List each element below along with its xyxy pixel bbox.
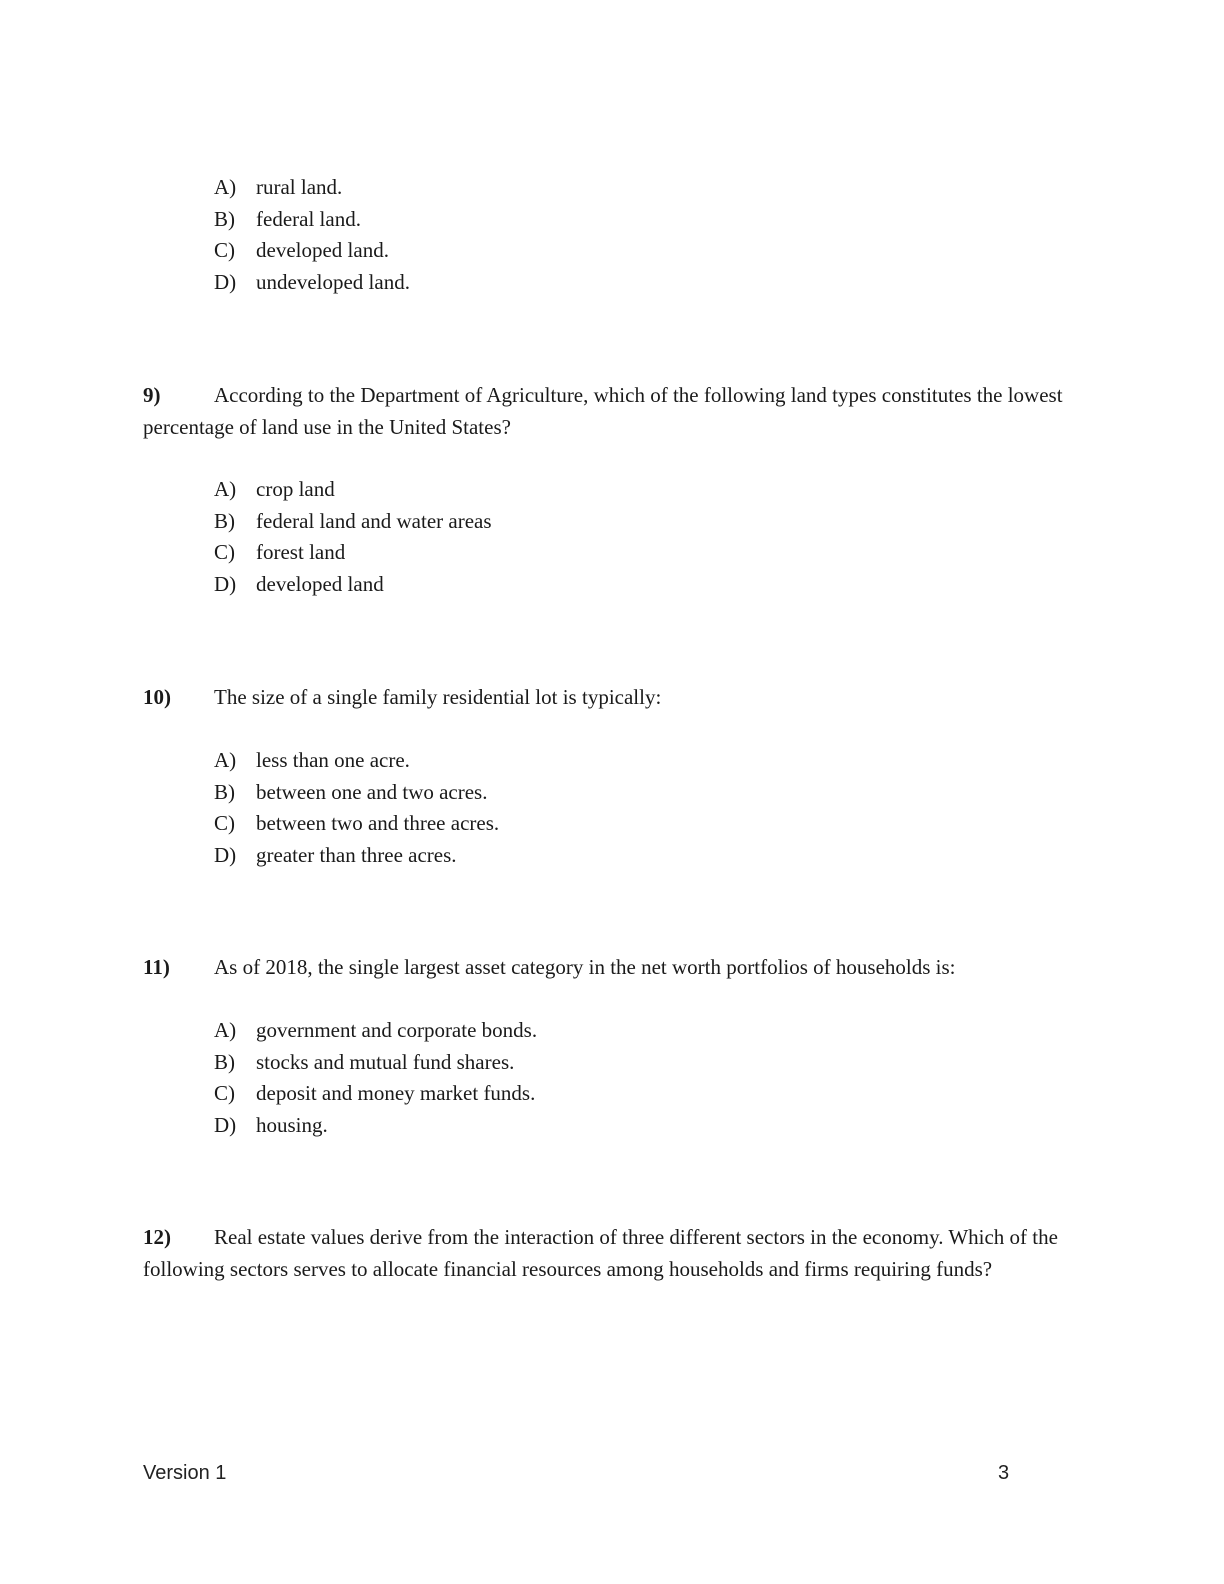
option-a: A) rural land. <box>214 175 343 199</box>
option-d: D) developed land <box>214 571 384 596</box>
option-b: B) federal land and water areas <box>214 508 492 533</box>
option-b: B) federal land. <box>214 206 361 231</box>
question-10-options <box>214 745 499 871</box>
option-a: A) crop land <box>214 477 335 501</box>
question-9-options <box>214 474 492 600</box>
option-c: C) between two and three acres. <box>214 811 500 835</box>
option-d: D) undeveloped land. <box>214 269 410 294</box>
question-text: According to the Department of Agriculture, which of the following land types constitutes the lowest percentage of land use in the United States? <box>143 383 1063 439</box>
question-9 <box>143 380 1083 443</box>
page-number: 3 <box>998 1462 1010 1484</box>
question-text: The size of a single family residential lot is typically: <box>214 685 662 709</box>
question-10 <box>143 682 1083 714</box>
question-8-options <box>214 172 410 298</box>
footer-version: Version 1 <box>143 1462 227 1484</box>
option-a: A) government and corporate bonds. <box>214 1018 538 1042</box>
question-text: As of 2018, the single largest asset category in the net worth portfolios of households is: <box>214 955 956 979</box>
option-d: D) greater than three acres. <box>214 842 457 867</box>
option-b: B) between one and two acres. <box>214 779 488 804</box>
question-number: 12) <box>143 1225 171 1249</box>
question-number: 10) <box>143 685 171 709</box>
option-c: C) forest land <box>214 540 346 564</box>
option-b: B) stocks and mutual fund shares. <box>214 1049 515 1074</box>
option-d: D) housing. <box>214 1112 328 1137</box>
question-text: Real estate values derive from the interaction of three different sectors in the economy. Which of the following sectors serves to allocate financial resources among households and firms requiring funds? <box>143 1225 1058 1281</box>
question-number: 9) <box>143 383 161 407</box>
option-a: A) less than one acre. <box>214 748 410 772</box>
question-number: 11) <box>143 955 170 979</box>
option-c: C) developed land. <box>214 238 389 262</box>
option-c: C) deposit and money market funds. <box>214 1081 536 1105</box>
question-12 <box>143 1222 1083 1285</box>
question-11-options <box>214 1015 537 1141</box>
question-11 <box>143 952 1083 984</box>
